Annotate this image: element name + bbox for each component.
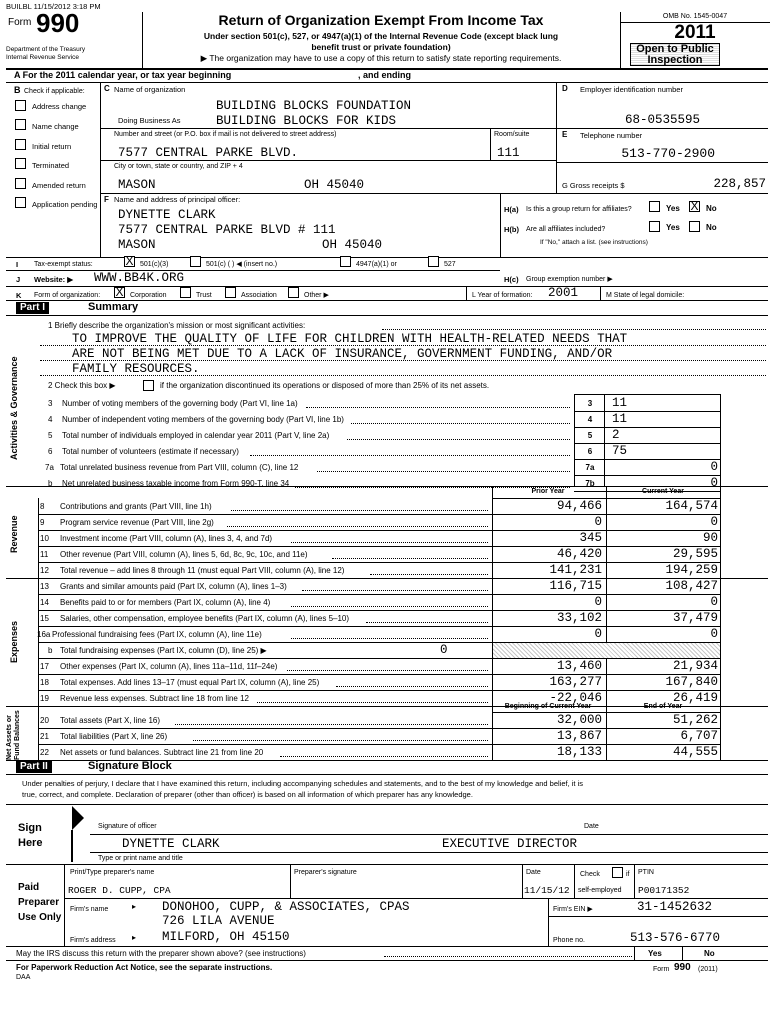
gov-box-top [574,394,720,395]
gov-line-value: 75 [612,444,628,458]
prior-value: -22,046 [549,691,602,705]
prior-value: 18,133 [556,745,602,759]
form-subtitle-1: Under section 501(c), 527, or 4947(a)(1) of the Internal Revenue Code (except black lung [203,31,559,41]
domicile-label: M State of legal domicile: [606,292,685,299]
prior-value: 163,277 [549,675,602,689]
street-label: Number and street (or P.O. box if mail is not delivered to street address) [114,131,337,138]
footer-form-number: 990 [674,962,691,973]
fin-line-label: Other expenses (Part IX, column (A), lines 11a–11d, 11f–24e) [60,662,278,671]
officer-state-zip: OH 45040 [322,238,383,252]
firm-ein: 31-1452632 [636,900,712,914]
paperwork-notice: For Paperwork Reduction Act Notice, see the separate instructions. [16,963,273,972]
status-4947-checkbox[interactable] [340,256,351,267]
current-value: 0 [710,627,718,641]
gov-line-leader [317,471,570,472]
gov-box-left [574,394,575,486]
dba-name: BUILDING BLOCKS FOR KIDS [216,114,397,128]
current-year-head: Current Year [642,488,684,495]
gov-line-box: 4 [587,415,593,424]
current-value: 194,259 [665,563,718,577]
fin-line-leader [291,542,488,543]
section-rule-revenue [6,486,768,487]
ha-yes-label: Yes [666,204,680,213]
fin-line-label: Other revenue (Part VIII, column (A), lines 5, 6d, 8c, 9c, 10c, and 11e) [60,550,308,559]
section-rule-expenses [6,578,768,579]
fin-line-number: 14 [40,598,49,607]
fin-line-rule [38,594,720,595]
discontinued-checkbox[interactable] [143,380,154,391]
fin-line-rule [38,546,720,547]
fin-line-rule [38,674,720,675]
firm-address-label: Firm's address [70,937,116,944]
fin-line-number: 16a [37,630,51,639]
officer-city: MASON [118,238,156,252]
amended-return-checkbox[interactable] [15,178,26,189]
initial-return-checkbox[interactable] [15,139,26,150]
fin-line-label: Professional fundraising fees (Part IX, column (A), line 11e) [52,630,262,639]
gov-line-rule [574,459,720,460]
gov-line-rule [574,443,720,444]
ein-value: 68-0535595 [624,113,700,127]
here-label: Here [18,837,43,849]
current-value: 26,419 [672,691,718,705]
fin-line-number: 19 [40,694,49,703]
fin-line-leader [257,702,488,703]
website-label: Website: ▶ [34,275,73,284]
gov-line-leader [347,439,570,440]
firm-phone: 513-576-6770 [629,931,720,945]
fin-line-number: 9 [40,518,45,527]
fin-line-rule [38,530,720,531]
fin-line-label: Revenue less expenses. Subtract line 18 from line 12 [60,694,249,703]
signer-name: DYNETTE CLARK [122,837,220,851]
type-name-label: Type or print name and title [98,855,183,862]
hb-note: If "No," attach a list. (see instructions) [540,239,648,246]
line2-text: if the organization discontinued its operations or disposed of more than 25% of its net assets. [160,381,490,390]
fin-line-number: 21 [40,732,49,741]
fin-line-leader [332,558,488,559]
amended-return-label: Amended return [32,181,86,190]
dba-label: Doing Business As [118,116,181,125]
footer-form-year: (2011) [698,966,718,973]
current-value: 0 [710,595,718,609]
firm-name-label: Firm's name [70,906,109,913]
org-name-label: Name of organization [114,85,186,94]
current-value: 0 [710,515,718,529]
fin-line-leader [175,724,489,725]
side-net-assets: Net Assets or Fund Balances [6,710,21,760]
fin-line-number: 15 [40,614,49,623]
gov-line-number: 3 [48,399,53,408]
gov-box-edge [720,394,721,486]
mission-line-1: TO IMPROVE THE QUALITY OF LIFE FOR CHILDREN WITH HEALTH-RELATED NEEDS THAT [72,332,628,346]
gov-line-number: 4 [48,415,53,424]
ha-no-label: No [706,204,717,213]
officer-name: DYNETTE CLARK [118,208,216,222]
dept-irs: Internal Revenue Service [6,54,79,61]
omb-number: OMB No. 1545-0047 [662,13,728,20]
org-state-zip: OH 45040 [304,178,365,192]
self-employed-checkbox[interactable] [612,867,623,878]
phone-label: Telephone number [580,131,643,140]
ein-label: Employer identification number [580,85,683,94]
form-subtitle-3: ▶ The organization may have to use a copy of this return to satisfy state reporting requirements. [200,53,562,63]
fin-line-rule [38,728,720,729]
part1-tag: Part I [16,302,49,314]
current-value: 29,595 [672,547,718,561]
prior-value: 0 [594,595,602,609]
discuss-no[interactable]: No [704,949,715,958]
gov-line-box: 7a [585,463,595,472]
discuss-question: May the IRS discuss this return with the preparer shown above? (see instructions) [16,949,306,958]
firm-name: DONOHOO, CUPP, & ASSOCIATES, CPAS [162,900,410,914]
line16b-shading [493,643,720,658]
preparer-label: Preparer [18,897,60,908]
fin-line-leader [193,740,488,741]
application-pending-label: Application pending [32,200,98,209]
gov-line-rule [574,427,720,428]
status-4947-label: 4947(a)(1) or [356,261,397,268]
fin-line-label: Salaries, other compensation, employee benefits (Part IX, column (A), lines 5–10) [60,614,350,623]
fin-line-number: 22 [40,748,49,757]
other-checkbox[interactable] [288,287,299,298]
current-value: 37,479 [672,611,718,625]
sign-date-label: Date [584,823,599,830]
side-expenses: Expenses [9,620,19,663]
hc-question: Group exemption number ▶ [526,276,613,283]
line1-label: 1 Briefly describe the organization's mission or most significant activities: [48,321,306,330]
end-year-head: End of Year [643,703,683,710]
if-label: if [626,871,630,878]
fin-line-label: Total assets (Part X, line 16) [60,716,161,725]
mission-line-2: ARE NOT BEING MET DUE TO A LACK OF INSURANCE, GOVERNMENT FUNDING, AND/OR [72,347,613,361]
gov-line-leader [351,423,570,424]
prior-value: 46,420 [556,547,602,561]
line-j-tag: J [16,275,21,284]
preparer-date: 11/15/12 [524,885,570,896]
officer-label: Name and address of principal officer: [114,195,241,204]
fin-line-leader [280,756,489,757]
firm-name-arrow: ▸ [132,902,137,911]
gross-receipts-label: G Gross receipts $ [562,181,625,190]
form-title: Return of Organization Exempt From Income Tax [218,12,544,28]
part2-title: Signature Block [88,760,172,772]
status-501c-checkbox[interactable] [190,256,201,267]
website-value: WWW.BB4K.ORG [94,271,185,285]
inspection: Inspection [647,54,703,66]
status-501c-label: 501(c) ( ) ◀ (insert no.) [206,261,278,268]
gov-line-value: 11 [612,412,628,426]
fin-line-leader [336,686,488,687]
fin-line-label: Total liabilities (Part X, line 26) [60,732,168,741]
prior-value: 33,102 [556,611,602,625]
status-501c3-label: 501(c)(3) [140,261,169,268]
side-rule [38,498,39,760]
preparer-ptin: P00171352 [638,885,690,896]
gov-line-number: 6 [48,447,53,456]
gov-box-right [604,394,605,486]
line16b-value: 0 [440,643,448,657]
gov-line-box: 6 [587,447,593,456]
corporation-checkbox[interactable]: X [115,285,124,299]
gov-line-box: 3 [587,399,593,408]
hb-no-checkbox[interactable] [689,221,700,232]
preparer-signature-label: Preparer's signature [294,869,357,876]
ha-tag: H(a) [504,205,519,214]
fin-line-number: 20 [40,716,49,725]
col-b-check-if: Check if applicable: [24,88,85,95]
fin-line-label: Contributions and grants (Part VIII, line 1h) [60,502,212,511]
city-label: City or town, state or country, and ZIP + 4 [114,163,243,170]
gov-line-value: 11 [612,396,628,410]
gov-line-leader [306,407,570,408]
gov-line-value: 0 [710,476,718,490]
col-e-head: E [562,130,568,139]
line2-label: 2 Check this box ▶ [48,381,116,390]
open-to-public: Open to Public [636,43,714,55]
fin-line-rule [38,690,720,691]
preparer-date-label: Date [526,869,541,876]
signer-title: EXECUTIVE DIRECTOR [442,837,578,851]
terminated-label: Terminated [32,161,70,170]
prior-value: 116,715 [549,579,602,593]
print-stamp: BUILBL 11/15/2012 3:18 PM [6,2,101,11]
part2-tag: Part II [16,761,52,773]
dept-treasury: Department of the Treasury [6,46,86,53]
status-527-checkbox[interactable] [428,256,439,267]
perjury-line-1: Under penalties of perjury, I declare that I have examined this return, including accompanying schedules and statements, and to the best of my knowledge and belief, it is [22,779,584,788]
fin-line-label: Program service revenue (Part VIII, line 2g) [60,518,214,527]
self-employed-label: self-employed [578,887,622,894]
prior-year-head: Prior Year [531,488,565,495]
gov-line-label: Total number of individuals employed in calendar year 2011 (Part V, line 2a) [62,431,330,440]
hb-yes-label: Yes [666,223,680,232]
col-b-head: B [14,85,21,95]
form-number: 990 [36,8,80,38]
fin-line-leader [231,510,488,511]
firm-address-2: MILFORD, OH 45150 [162,930,290,944]
hc-tag: H(c) [504,275,519,284]
trust-checkbox[interactable] [180,287,191,298]
mission-line-3: FAMILY RESOURCES. [72,362,200,376]
hb-yes-checkbox[interactable] [649,221,660,232]
prior-value: 13,460 [556,659,602,673]
gov-line-number: 5 [48,431,53,440]
line16b-number: b [48,646,53,655]
terminated-checkbox[interactable] [15,158,26,169]
fin-line-leader [291,638,488,639]
hb-question: Are all affiliates included? [526,226,606,233]
firm-ein-label: Firm's EIN ▶ [553,906,593,913]
org-form-label: Form of organization: [34,292,101,299]
line-a-label: A For the 2011 calendar year, or tax year beginning [14,70,232,80]
fin-line-rule [38,626,720,627]
use-only-label: Use Only [18,912,62,923]
preparer-name-label: Print/Type preparer's name [70,869,155,876]
fin-line-leader [287,670,488,671]
gov-line-leader [250,455,571,456]
side-revenue: Revenue [9,515,19,553]
firm-phone-label: Phone no. [553,937,585,944]
status-501c3-checkbox[interactable]: X [125,254,134,268]
line-a-ending: , and ending [358,70,411,80]
ptin-label: PTIN [638,869,654,876]
discuss-yes[interactable]: Yes [648,949,662,958]
trust-label: Trust [196,292,212,299]
phone-value: 513-770-2900 [621,146,715,161]
gov-line-number: b [48,479,53,488]
room-label: Room/suite [494,131,530,138]
address-change-label: Address change [32,102,87,111]
gov-line-value: 0 [710,460,718,474]
gov-line-label: Total unrelated business revenue from Part VIII, column (C), line 12 [60,463,299,472]
org-name: BUILDING BLOCKS FOUNDATION [216,99,412,113]
fin-line-rule [38,610,720,611]
fin-line-number: 8 [40,502,45,511]
gov-line-number: 7a [45,463,54,472]
gov-line-box: 5 [587,431,593,440]
hb-no-label: No [706,223,717,232]
check-label: Check [580,871,600,878]
corporation-label: Corporation [130,292,167,299]
side-activities-governance: Activities & Governance [9,356,19,460]
line-i-tag: I [16,260,19,269]
initial-return-label: Initial return [32,142,72,151]
address-change-checkbox[interactable] [15,100,26,111]
prior-value: 345 [579,531,602,545]
fin-line-leader [291,606,488,607]
current-value: 167,840 [665,675,718,689]
current-col-right [720,486,721,760]
fin-line-label: Total expenses. Add lines 13–17 (must equal Part IX, column (A), line 25) [60,678,320,687]
status-527-label: 527 [444,261,456,268]
daa-label: DAA [16,974,31,981]
formation-year: 2001 [548,286,579,300]
fin-line-label: Grants and similar amounts paid (Part IX, column (A), lines 1–3) [60,582,287,591]
fin-line-label: Total revenue – add lines 8 through 11 (must equal Part VIII, column (A), line 12) [60,566,345,575]
ha-question: Is this a group return for affiliates? [526,206,632,213]
fin-line-number: 13 [40,582,49,591]
gov-line-rule [574,475,720,476]
application-pending-checkbox[interactable] [15,197,26,208]
other-label: Other ▶ [304,292,329,299]
prior-value: 13,867 [556,729,602,743]
fin-line-label: Benefits paid to or for members (Part IX, column (A), line 4) [60,598,271,607]
fin-line-leader [370,574,489,575]
gov-line-label: Number of voting members of the governing body (Part VI, line 1a) [62,399,298,408]
fin-line-number: 10 [40,534,49,543]
fin-line-rule [38,744,720,745]
col-f-head: F [104,195,109,204]
tax-exempt-label: Tax-exempt status: [34,261,93,268]
ha-no-checkbox[interactable]: X [690,199,699,213]
current-value: 44,555 [672,745,718,759]
prior-value: 32,000 [556,713,602,727]
association-checkbox[interactable] [225,287,236,298]
hb-tag: H(b) [504,225,519,234]
col-c-head: C [104,84,110,93]
fin-line-rule [38,562,720,563]
current-value: 51,262 [672,713,718,727]
form-label: Form [8,17,32,28]
fin-line-rule [38,514,720,515]
current-value: 108,427 [665,579,718,593]
sign-label: Sign [18,822,42,834]
officer-signature-label: Signature of officer [98,823,157,830]
col-d-head: D [562,84,568,93]
current-value: 90 [702,531,718,545]
fin-line-label: Investment income (Part VIII, column (A), lines 3, 4, and 7d) [60,534,273,543]
tax-year: 2011 [674,22,716,43]
name-change-checkbox[interactable] [15,119,26,130]
fin-line-number: 12 [40,566,49,575]
line16b-label: Total fundraising expenses (Part IX, column (D), line 25) ▶ [60,646,267,655]
current-value: 6,707 [680,729,718,743]
begin-year-head: Beginning of Current Year [504,703,592,710]
part1-title: Summary [88,301,139,313]
prior-value: 0 [594,627,602,641]
gross-receipts-value: 228,857 [713,177,766,191]
association-label: Association [241,292,277,299]
ha-yes-checkbox[interactable] [649,201,660,212]
prior-value: 141,231 [549,563,602,577]
gov-line-value: 2 [612,428,620,442]
fin-line-number: 11 [40,550,49,559]
gov-line-box: 7b [585,479,595,488]
sign-here-arrow [66,804,86,862]
fin-line-label: Net assets or fund balances. Subtract line 21 from line 20 [60,748,264,757]
fin-line-leader [366,622,488,623]
officer-street: 7577 CENTRAL PARKE BLVD # 111 [118,223,336,237]
footer-form-label: Form [653,966,670,973]
prior-value: 94,466 [556,499,602,513]
gov-line-label: Number of independent voting members of the governing body (Part VI, line 1b) [62,415,344,424]
firm-address-1: 726 LILA AVENUE [162,914,275,928]
name-change-label: Name change [32,122,79,131]
org-street: 7577 CENTRAL PARKE BLVD. [118,146,299,160]
fin-line-leader [227,526,488,527]
paid-label: Paid [18,882,40,893]
fin-line-number: 18 [40,678,49,687]
gov-line-rule [574,411,720,412]
preparer-name: ROGER D. CUPP, CPA [68,885,171,896]
formation-label: L Year of formation: [472,292,533,299]
prior-value: 0 [594,515,602,529]
form-subtitle-2: benefit trust or private foundation) [311,42,451,52]
fin-line-number: 17 [40,662,49,671]
org-room: 111 [497,146,520,160]
gov-line-label: Net unrelated business taxable income from Form 990-T, line 34 [62,479,290,488]
fin-line-rule [38,658,720,659]
fin-line-leader [302,590,488,591]
line-k-tag: K [16,291,22,300]
firm-address-arrow: ▸ [132,933,137,942]
current-value: 21,934 [672,659,718,673]
org-city: MASON [118,178,156,192]
perjury-line-2: true, correct, and complete. Declaration of preparer (other than officer) is based on all information of which preparer has any knowledge. [22,790,473,799]
gov-line-label: Total number of volunteers (estimate if necessary) [62,447,239,456]
current-value: 164,574 [665,499,718,513]
